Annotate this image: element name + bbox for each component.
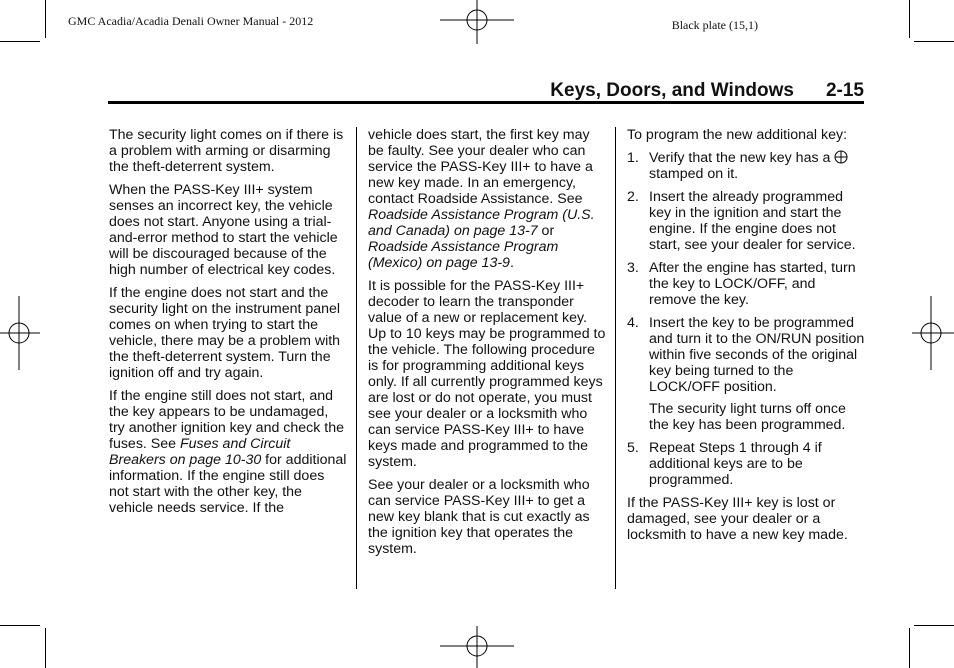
paragraph: It is possible for the PASS-Key III+ decoder to learn the transponder value of a new or replacement key. Up to 10 keys may be programmed to the vehicle. The following procedure is for programming additional keys only. If all currently programmed keys are lost or do not operate, you must see your dealer or a locksmith who can service PASS-Key III+ to have keys made and programmed to the system. bbox=[368, 278, 606, 470]
column-3 bbox=[627, 127, 865, 550]
step-text: After the engine has started, turn the key to LOCK/OFF, and remove the key. bbox=[649, 260, 856, 308]
paragraph bbox=[109, 388, 347, 516]
step-number: 3. bbox=[627, 260, 639, 276]
cross-reference-link[interactable]: Roadside Assistance Program (U.S. and Canada) on page 13-7 bbox=[368, 207, 595, 239]
cross-reference-link[interactable]: Fuses and Circuit Breakers on page 10-30 bbox=[109, 436, 291, 468]
cross-reference-link[interactable]: Roadside Assistance Program (Mexico) on page 13-9 bbox=[368, 239, 559, 271]
registration-mark-icon bbox=[0, 296, 40, 370]
step-text: Insert the key to be programmed and turn it to the ON/RUN position within five seconds of the original key being turned to the LOCK/OFF position. bbox=[649, 315, 865, 395]
list-item bbox=[627, 189, 865, 253]
paragraph bbox=[368, 127, 606, 271]
step-number: 4. bbox=[627, 315, 639, 331]
crop-mark bbox=[45, 0, 46, 38]
paragraph: To program the new additional key: bbox=[627, 127, 848, 143]
circle-plus-icon bbox=[834, 150, 848, 164]
page-number: 2-15 bbox=[825, 80, 864, 101]
list-item bbox=[627, 315, 865, 433]
column-divider bbox=[356, 127, 357, 589]
paragraph: If the engine does not start and the security light on the instrument panel comes on when trying to start the vehicle, there may be a problem with the theft-deterrent system. Turn the ignition off and try again. bbox=[109, 285, 341, 381]
crop-mark bbox=[45, 628, 46, 668]
crop-mark bbox=[0, 625, 40, 626]
step-number: 2. bbox=[627, 189, 639, 205]
paragraph: When the PASS-Key III+ system senses an incorrect key, the vehicle does not start. Anyone using a trial-and-error method to start the vehicle will be discouraged because of the high number of electrical key codes. bbox=[109, 182, 338, 278]
step-note: The security light turns off once the key has been programmed. bbox=[649, 401, 846, 433]
text: or bbox=[537, 223, 555, 239]
step-number: 5. bbox=[627, 440, 639, 456]
text: If the engine still does not start, and the key appears to be undamaged, try another ignition key and check the fuses. See bbox=[109, 388, 345, 452]
crop-mark bbox=[909, 628, 910, 668]
registration-mark-icon bbox=[912, 296, 954, 370]
text: for additional information. If the engine still does not start with the other key, the vehicle needs service. If the bbox=[109, 452, 347, 516]
plate-label-right: Black plate (15,1) bbox=[671, 18, 758, 32]
crop-mark bbox=[909, 0, 910, 38]
step-text: Insert the already programmed key in the ignition and start the engine. If the engine does not start, see your dealer for service. bbox=[649, 189, 856, 253]
step-text: Repeat Steps 1 through 4 if additional keys are to be programmed. bbox=[649, 440, 822, 488]
steps-list bbox=[627, 150, 865, 488]
column-1 bbox=[109, 127, 347, 523]
crop-mark bbox=[0, 41, 40, 42]
registration-mark-icon bbox=[440, 626, 514, 668]
column-divider bbox=[615, 127, 616, 589]
text: . bbox=[509, 255, 514, 271]
paragraph: If the PASS-Key III+ key is lost or damaged, see your dealer or a locksmith to have a new key made. bbox=[627, 495, 848, 543]
list-item bbox=[627, 440, 865, 488]
paragraph: See your dealer or a locksmith who can service PASS-Key III+ to get a new key blank that is cut exactly as the ignition key that operates the system. bbox=[368, 477, 590, 557]
list-item bbox=[627, 260, 865, 308]
crop-mark bbox=[914, 625, 954, 626]
paragraph: The security light comes on if there is a problem with arming or disarming the theft-deterrent system. bbox=[109, 127, 344, 175]
column-2 bbox=[368, 127, 606, 564]
plate-label-left: GMC Acadia/Acadia Denali Owner Manual - 2012 bbox=[68, 14, 314, 28]
text: vehicle does start, the first key may be faulty. See your dealer who can service the PASS-Key III+ to have a new key made. In an emergency, contact Roadside Assistance. See bbox=[368, 127, 593, 207]
list-item bbox=[627, 150, 865, 182]
crop-mark bbox=[914, 41, 954, 42]
header-rule bbox=[108, 101, 864, 104]
section-title: Keys, Doors, and Windows bbox=[550, 80, 794, 101]
step-number: 1. bbox=[627, 150, 639, 166]
step-text: stamped on it. bbox=[649, 166, 739, 182]
registration-mark-icon bbox=[440, 0, 514, 44]
step-text: Verify that the new key has a bbox=[649, 150, 835, 166]
